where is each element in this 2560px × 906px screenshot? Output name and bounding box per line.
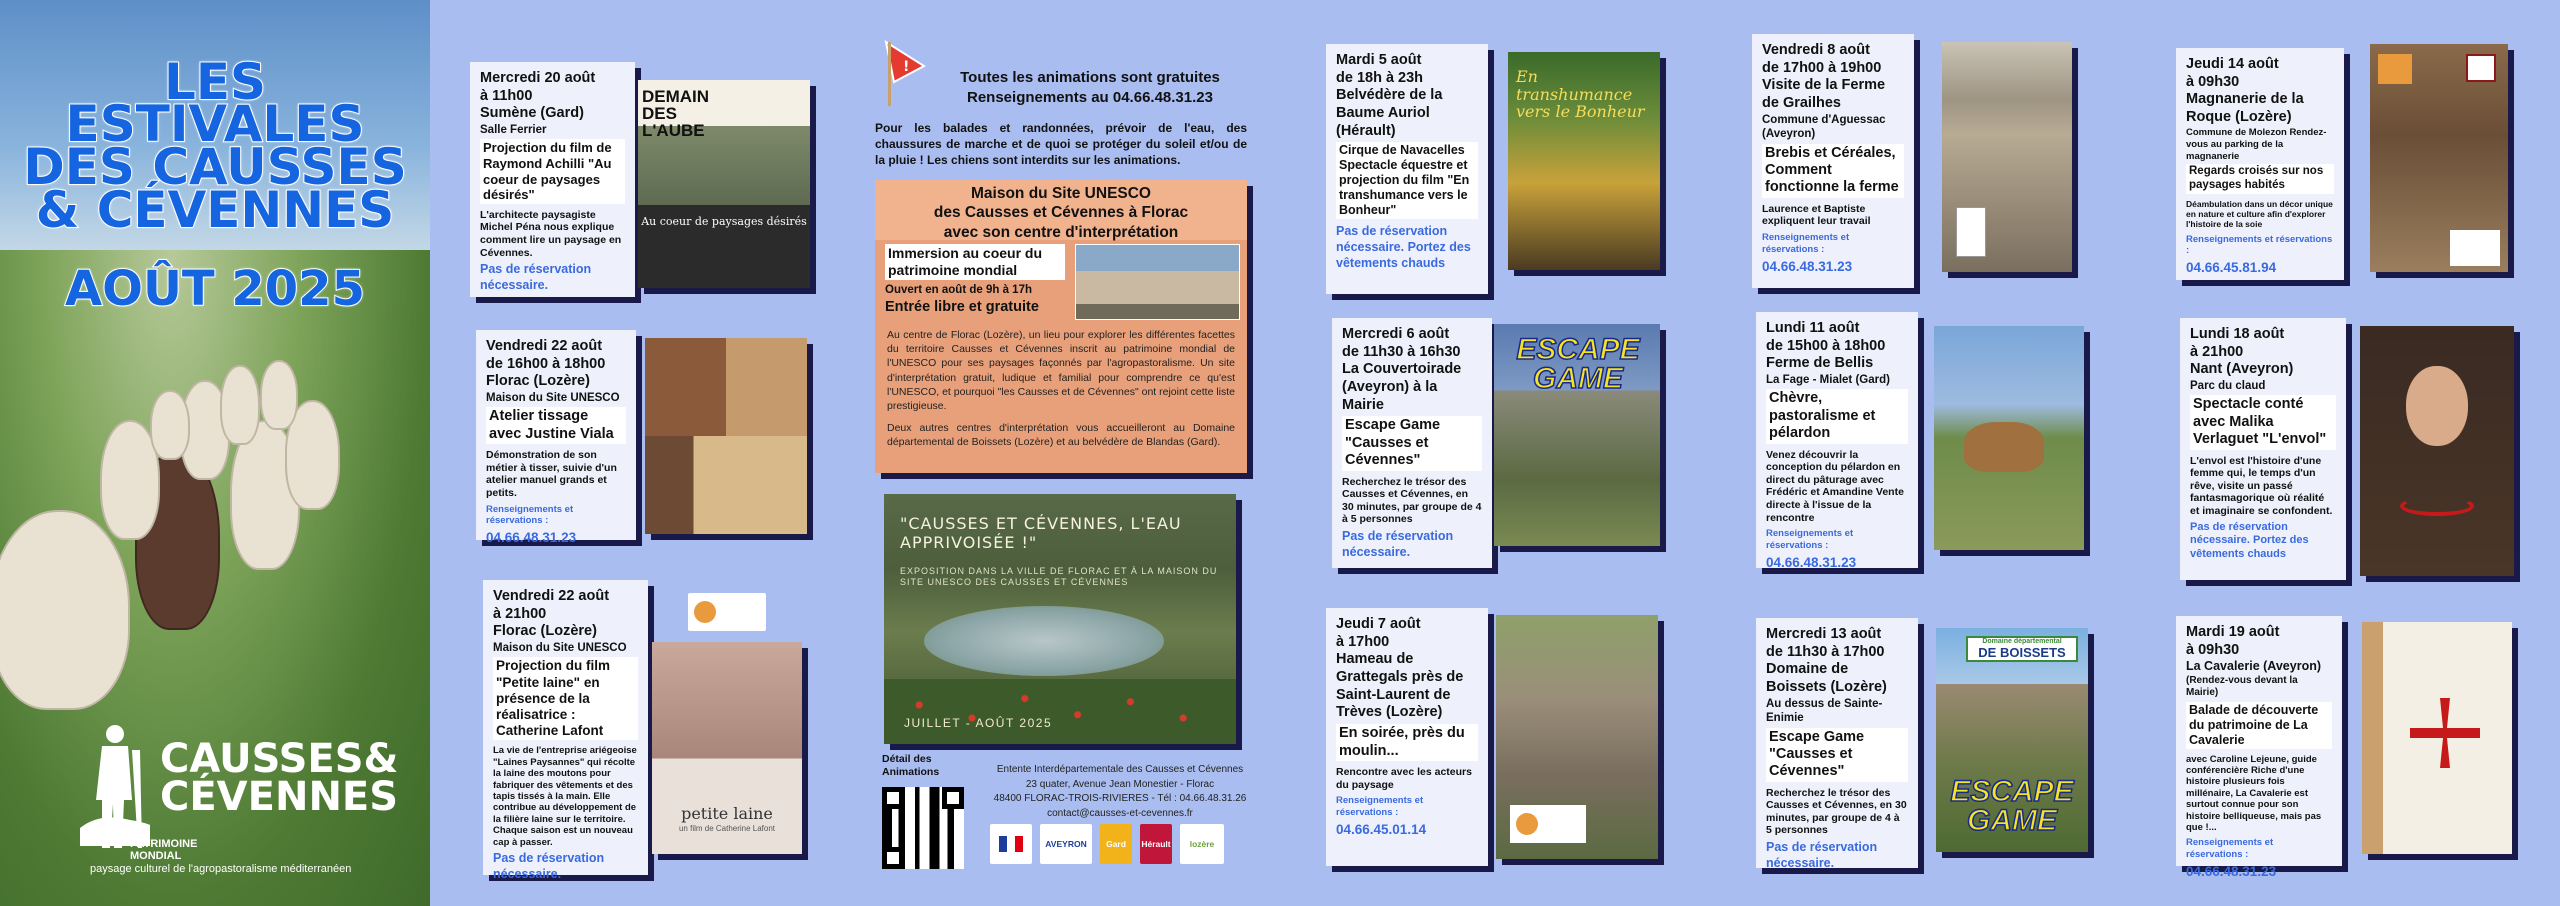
logo-herault: Hérault xyxy=(1140,824,1172,864)
unesco-immersion-title: Immersion au coeur du patrimoine mondial xyxy=(885,244,1065,280)
cover-month: AOÛT 2025 xyxy=(65,261,365,317)
logo-lozere: lozère xyxy=(1180,824,1224,864)
event-card-aug13 xyxy=(1756,618,1918,868)
logo-gard: Gard xyxy=(1100,824,1132,864)
logo-republique-francaise xyxy=(990,824,1032,864)
cover-title-line-2: ESTIVALES xyxy=(65,95,365,153)
exhibition-subtitle: EXPOSITION DANS LA VILLE DE FLORAC ET À LA MAISON DU SITE UNESCO DES CAUSSES ET CÉVENNES xyxy=(900,566,1218,587)
event-venue: Parc du claud xyxy=(2190,380,2266,393)
event-place: La Cavalerie (Aveyron) xyxy=(2186,659,2322,674)
event-description: Laurence et Baptiste expliquent leur travail xyxy=(1762,202,1871,228)
event-card-aug14 xyxy=(2176,48,2344,280)
event-time: à 11h00 xyxy=(480,87,533,104)
event-time: à 09h30 xyxy=(2186,73,2240,90)
logo-badge xyxy=(2466,54,2496,82)
poster-badge-label: Domaine départemental xyxy=(1982,638,2062,645)
event-card-aug19 xyxy=(2176,616,2342,880)
photo-weaving-collage xyxy=(645,338,807,534)
event-time: à 09h30 xyxy=(2186,641,2240,658)
poppy-field-image xyxy=(884,679,1236,744)
event-place: Nant (Aveyron) xyxy=(2190,361,2294,378)
event-card-aug7 xyxy=(1326,608,1488,866)
partner-logos xyxy=(990,824,1224,866)
poster-caption: Au coeur de paysages désirés xyxy=(641,215,807,228)
event-title: Balade de découverte du patrimoine de La Cavalerie xyxy=(2186,702,2332,749)
event-date: Vendredi 22 août xyxy=(486,338,603,354)
event-description: Démonstration de son métier à tisser, suivie d'un atelier manuel grands et petits. xyxy=(486,449,617,499)
exhibition-title: "CAUSSES ET CÉVENNES, L'EAU APPRIVOISÉE !" xyxy=(900,514,1182,553)
event-note: Pas de réservation nécessaire. Portez des vêtements chauds xyxy=(1336,224,1471,270)
event-note: Pas de réservation nécessaire. xyxy=(480,262,592,292)
event-card-aug5 xyxy=(1326,44,1488,294)
event-note: Pas de réservation nécessaire. xyxy=(1342,528,1454,559)
event-title: Escape Game "Causses et Cévennes" xyxy=(1766,728,1908,782)
cover-title-line-1: LES xyxy=(163,53,267,111)
event-description: Déambulation dans un décor unique en nature et culture afin d'explorer l'histoire de la soie xyxy=(2186,198,2333,230)
event-card-aug8 xyxy=(1752,34,1914,288)
photo-templar-cross xyxy=(2362,622,2512,854)
event-date: Mercredi 20 août xyxy=(480,70,596,86)
event-date: Vendredi 22 août xyxy=(493,588,610,604)
event-description: Rencontre avec les acteurs du paysage xyxy=(1336,765,1472,791)
event-phone: 04.66.48.31.23 xyxy=(1762,258,1853,274)
causses-cevennes-logo xyxy=(70,720,410,880)
event-venue: Maison du Site UNESCO xyxy=(486,392,620,405)
event-time: à 17h00 xyxy=(1336,633,1390,650)
event-note: Pas de réservation nécessaire. Portez des vêtements chauds xyxy=(2190,520,2309,561)
logo-badge xyxy=(2378,54,2412,84)
photo-malika-verlaguet xyxy=(2360,326,2514,576)
event-venue: Salle Ferrier xyxy=(480,124,547,137)
event-description: avec Caroline Lejeune, guide conférencière Riche d'une histoire plusieurs fois millénaire, La Cavalerie est surtout connue pour son histoire belliqueuse, mais pas que !... xyxy=(2186,753,2322,833)
event-place: Florac (Lozère) xyxy=(493,623,597,640)
event-date: Jeudi 14 août xyxy=(2186,56,2279,72)
poster-subtitle: un film de Catherine Lafont xyxy=(678,824,776,833)
event-phone: 04.66.48.31.23 xyxy=(2186,864,2277,880)
unesco-paragraph-1: Au centre de Florac (Lozère), un lieu pour explorer les différentes facettes du territoire Causses et Cévennes inscrit au patrimoine mondial de l'UNESCO pour ses paysages façonnés par l'agropastoralisme. Un site d'interprétation gratuit, ludique et familial pour comprendre ce qu'est l'UNESCO, et pourquoi "les Causses et de Cévennes" ont rejoint cette liste prestigieuse. xyxy=(887,329,1235,412)
logo-name-line-1: CAUSSES& xyxy=(160,736,399,782)
poster-title: ESCAPE GAME xyxy=(1950,775,2074,837)
event-date: Lundi 18 août xyxy=(2190,326,2285,342)
event-description: L'envol est l'histoire d'une femme qui, le temps d'un rêve, visite un passé fantasmagorique où réalité et imaginaire se confondent. xyxy=(2190,454,2333,517)
event-date: Mardi 19 août xyxy=(2186,624,2280,640)
event-description: L'architecte paysagiste Michel Péna nous explique comment lire un paysage en Cévennes. xyxy=(480,208,622,259)
event-place: Florac (Lozère) xyxy=(486,373,590,390)
event-title: Spectacle conté avec Malika Verlaguet "L'envol" xyxy=(2190,395,2336,449)
event-resa-label: Renseignements et réservations : xyxy=(2186,233,2333,257)
event-title: Escape Game "Causses et Cévennes" xyxy=(1342,416,1482,470)
event-title: En soirée, près du moulin... xyxy=(1336,724,1478,761)
event-phone: 04.66.48.31.23 xyxy=(486,530,577,546)
details-label: Détail des Animations xyxy=(882,753,940,778)
event-venue: (Rendez-vous devant la Mairie) xyxy=(2186,674,2298,699)
event-date: Jeudi 7 août xyxy=(1336,616,1421,632)
event-place: Hameau de Grattegals près de Saint-Laurent de Trèves (Lozère) xyxy=(1336,651,1464,721)
event-description: Venez découvrir la conception du pélardon en direct du pâturage avec Frédéric et Amandine Vente directe à l'issue de la rencontre xyxy=(1766,448,1904,524)
event-venue: La Fage - Mialet (Gard) xyxy=(1766,374,1890,387)
event-date: Mardi 5 août xyxy=(1336,52,1422,68)
unesco-heading: Maison du Site UNESCO des Causses et Cévennes à Florac avec son centre d'interprétation xyxy=(933,185,1189,241)
photo-sheep-barn xyxy=(1942,42,2072,272)
qr-code[interactable] xyxy=(882,787,964,869)
poster-title: DEMAIN DES L'AUBE xyxy=(642,87,710,140)
event-resa-label: Renseignements et réservations : xyxy=(2186,837,2274,861)
event-title: Projection du film "Petite laine" en présence de la réalisatrice : Catherine Lafont xyxy=(493,657,638,740)
free-info-banner: Toutes les animations sont gratuites Renseignements au 04.66.48.31.23 xyxy=(960,69,1220,107)
exhibition-poster xyxy=(884,494,1236,744)
logo-name-line-2: CÉVENNES xyxy=(160,774,399,820)
event-phone: 04.66.45.81.94 xyxy=(2186,260,2277,276)
event-title: Atelier tissage avec Justine Viala xyxy=(486,407,626,444)
event-place: Sumène (Gard) xyxy=(480,105,584,122)
event-time: de 16h00 à 18h00 xyxy=(486,355,606,372)
event-date: Lundi 11 août xyxy=(1766,320,1860,336)
poster-title: En transhumance vers le Bonheur xyxy=(1516,67,1645,122)
cover-title-line-4: & CÉVENNES xyxy=(35,181,395,239)
poster-title: petite laine xyxy=(681,804,773,823)
event-title: Regards croisés sur nos paysages habités xyxy=(2186,164,2334,194)
poster-title: ESCAPE GAME xyxy=(1516,333,1640,395)
event-time: à 21h00 xyxy=(2190,343,2244,360)
pond-image xyxy=(924,606,1164,676)
event-card-aug18 xyxy=(2180,318,2346,580)
event-title: Cirque de Navacelles Spectacle équestre et projection du film "En transhumance vers le Bonheur" xyxy=(1336,142,1478,219)
goat-image xyxy=(1964,422,2044,472)
photo-magnanerie xyxy=(2370,44,2508,272)
event-card-aug22-tissage xyxy=(476,330,636,546)
event-date: Vendredi 8 août xyxy=(1762,42,1870,58)
event-time: de 17h00 à 19h00 xyxy=(1762,59,1882,76)
poster-escape-game-boissets xyxy=(1936,628,2088,852)
logo-patrimoine-mondial: PATRIMOINE MONDIAL xyxy=(130,838,198,863)
poster-badge xyxy=(1966,636,2078,662)
event-place: Belvédère de la Baume Auriol (Hérault) xyxy=(1336,87,1443,139)
warning-icon xyxy=(880,38,930,108)
event-card-aug11 xyxy=(1756,312,1918,568)
unesco-opening-info xyxy=(885,244,1065,317)
unesco-free-entry: Entrée libre et gratuite xyxy=(885,299,1039,316)
event-title: Projection du film de Raymond Achilli "Au coeur de paysages désirés" xyxy=(480,139,625,203)
logo-aveyron: AVEYRON xyxy=(1040,824,1092,864)
poster-petite-laine xyxy=(652,642,802,854)
shepherd-icon xyxy=(80,720,150,850)
cover-panel xyxy=(0,0,430,906)
cross-icon xyxy=(2410,698,2480,768)
photo-goat xyxy=(1934,326,2084,550)
event-time: de 11h30 à 16h30 xyxy=(1342,343,1461,360)
poster-en-transhumance xyxy=(1508,52,1660,270)
event-resa-label: Renseignements et réservations : xyxy=(1766,528,1854,552)
event-date: Mercredi 13 août xyxy=(1766,626,1882,642)
event-venue: Maison du Site UNESCO xyxy=(493,642,627,655)
practical-info-text: Pour les balades et randonnées, prévoir de l'eau, des chaussures de marche et de quoi se protéger du soleil et/ou de la pluie ! Les chiens sont interdits sur les animations. xyxy=(875,121,1247,168)
event-place: Magnanerie de la Roque (Lozère) xyxy=(2186,91,2304,126)
event-phone: 04.66.48.31.23 xyxy=(1766,554,1857,570)
unesco-small-logo xyxy=(1510,805,1586,843)
event-description: La vie de l'entreprise ariégeoise "Laines Paysannes" qui récolte la laine des moutons pour fabriquer des vêtements et des tapis tissés à la main. Elle contribue au développement de la filière laine sur le territoire. Chaque saison est un nouveau cap à passer. xyxy=(493,745,637,848)
unesco-paragraph-2: Deux autres centres d'interprétation vous accueilleront au Domaine départemental de Boissets (Lozère) et au belvédère de Blandas (Gard). xyxy=(887,422,1235,449)
event-phone: 04.66.45.01.14 xyxy=(1336,821,1427,837)
event-resa-label: Renseignements et réservations : xyxy=(486,503,574,527)
portrait-necklace xyxy=(2400,496,2474,516)
event-date: Mercredi 6 août xyxy=(1342,326,1450,342)
photo-maison-unesco xyxy=(1075,244,1240,320)
logo-badge xyxy=(2450,230,2500,266)
event-title: Chèvre, pastoralisme et pélardon xyxy=(1766,389,1908,443)
event-place: Ferme de Bellis xyxy=(1766,355,1874,372)
event-time: de 15h00 à 18h00 xyxy=(1766,337,1886,354)
event-venue: Commune de Molezon Rendez-vous au parking de la magnanerie xyxy=(2186,126,2327,162)
event-title: Brebis et Céréales, Comment fonctionne la ferme xyxy=(1762,144,1904,198)
event-resa-label: Renseignements et réservations : xyxy=(1762,231,1850,255)
poster-demain-des-laube xyxy=(638,80,810,288)
portrait-face xyxy=(2406,366,2468,446)
event-card-aug6 xyxy=(1332,318,1492,568)
event-place: La Couvertoirade (Aveyron) à la Mairie xyxy=(1342,361,1462,413)
contact-address: Entente Interdépartementale des Causses et Cévennes 23 quater, Avenue Jean Monestier - Florac 48400 FLORAC-TROIS-RIVIERES - Tél : 04.66.48.31.26 contact@causses-et-cevennes.fr xyxy=(993,764,1247,819)
unesco-hours: Ouvert en août de 9h à 17h xyxy=(885,283,1032,296)
event-note: Pas de réservation nécessaire. xyxy=(1766,840,1878,870)
unesco-small-logo xyxy=(688,593,766,631)
event-card-aug22-film xyxy=(483,580,648,881)
event-time: de 18h à 23h xyxy=(1336,69,1424,86)
event-resa-label: Renseignements et réservations : xyxy=(1336,795,1424,818)
logo-tagline: paysage culturel de l'agropastoralisme méditerranéen xyxy=(90,863,352,875)
event-time: de 11h30 à 17h00 xyxy=(1766,643,1885,660)
cover-title-line-3: DES CAUSSES xyxy=(23,138,407,196)
event-venue: Commune d'Aguessac (Aveyron) xyxy=(1762,113,1886,141)
event-note: Pas de réservation nécessaire. xyxy=(493,850,605,881)
poster-escape-game-couvertoirade xyxy=(1494,324,1660,546)
event-place: Domaine de Boissets (Lozère) xyxy=(1766,661,1887,696)
logo-name xyxy=(160,736,399,820)
svg-text:!: ! xyxy=(903,59,910,75)
event-description: Recherchez le trésor des Causses et Cévennes, en 30 minutes, par groupe de 4 à 5 personnes xyxy=(1766,786,1907,837)
poster-badge-title: DE BOISSETS xyxy=(1978,645,2066,660)
exhibition-dates: JUILLET - AOÛT 2025 xyxy=(904,716,1053,730)
unesco-house-box xyxy=(875,180,1247,473)
event-place: Visite de la Ferme de Grailhes xyxy=(1762,77,1886,112)
event-time: à 21h00 xyxy=(493,605,547,622)
photo-grattegals-hamlet xyxy=(1496,615,1658,859)
event-description: Recherchez le trésor des Causses et Cévennes, en 30 minutes, par groupe de 4 à 5 personnes xyxy=(1342,475,1482,526)
event-card-aug20 xyxy=(470,62,635,297)
event-venue: Au dessus de Sainte-Enimie xyxy=(1766,697,1883,725)
